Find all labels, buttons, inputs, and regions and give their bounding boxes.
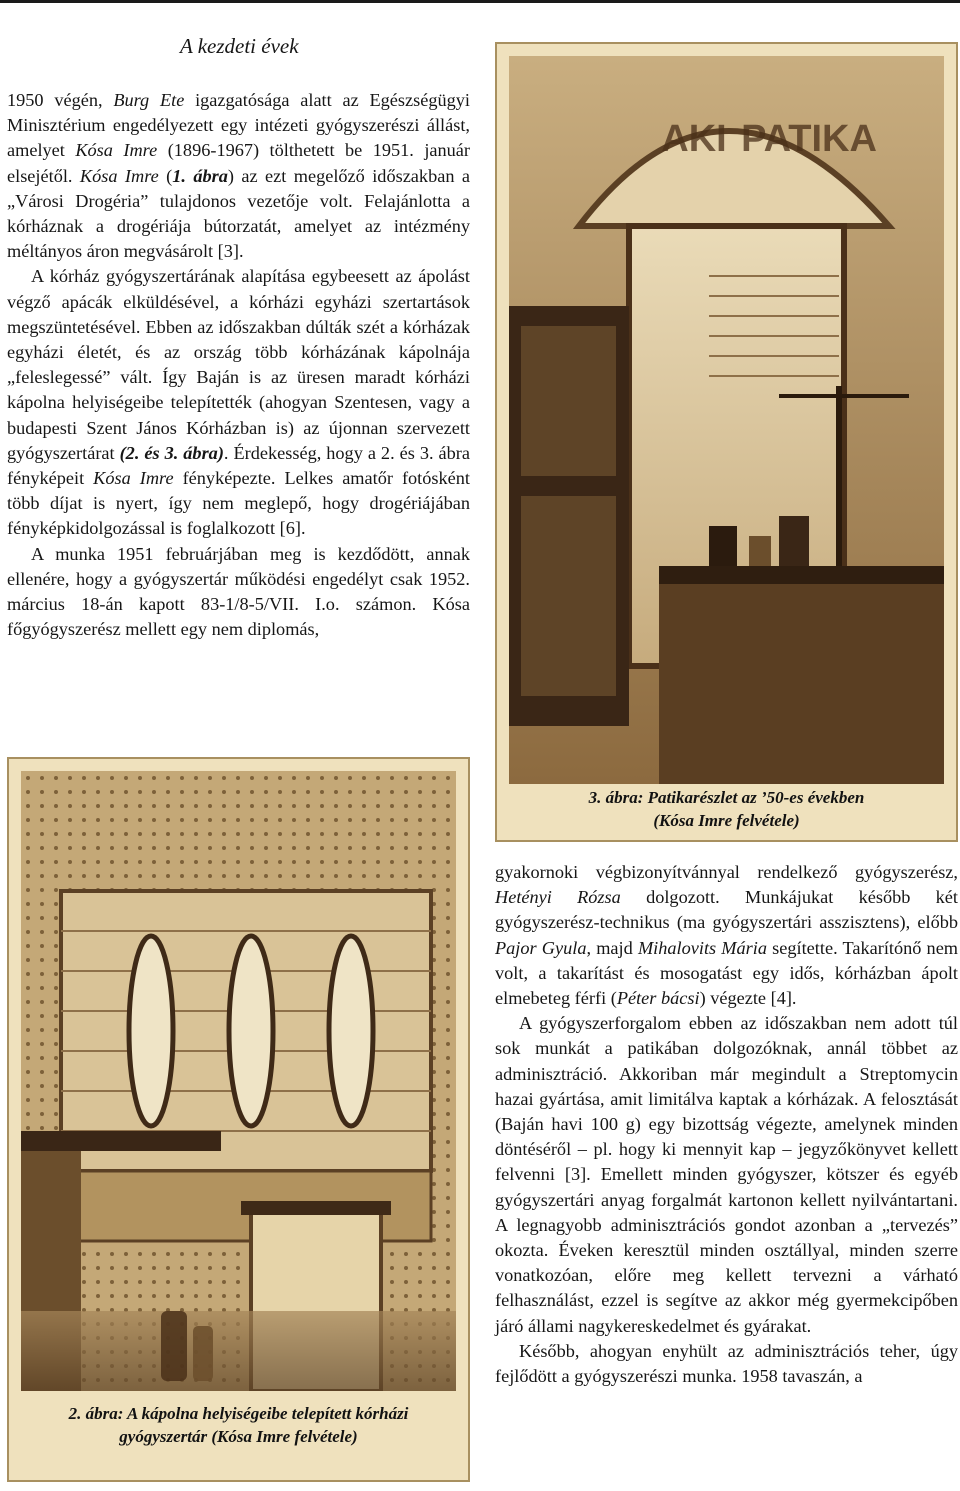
- patika-sign-text: PATIKA: [741, 118, 877, 160]
- left-text-column: [7, 88, 470, 642]
- text-run: . Érdekesség, hogy a 2. és 3. ábra fényképeit: [7, 442, 470, 489]
- text-run: segítette. Takarítónő nem volt, a takarítást és mosogatást egy idős, kórházban ápolt elmebeteg férfi (: [495, 937, 959, 1009]
- emphasis-text: 1. ábra: [172, 165, 228, 186]
- paragraph: [7, 542, 470, 643]
- emphasis-text: (2. és 3. ábra): [119, 442, 224, 463]
- text-run: ) végezte [4].: [699, 988, 797, 1009]
- figure-3-photo: [509, 56, 944, 784]
- text-run: (1896-1967) tölthetett be 1951. január elsejétől.: [7, 140, 470, 186]
- paragraph: [495, 1011, 958, 1339]
- text-run: igazgatósága alatt az Egészségügyi Minisztérium engedélyezett egy intézeti gyógyszerészi állást, amelyet: [7, 90, 470, 161]
- figure-2: [7, 757, 470, 1482]
- text-run: A munka 1951 februárjában meg is kezdődött, annak ellenére, hogy a gyógyszertár működési engedélyt csak 1952. március 18-án kapott 83-1/8-5/VII. I.o. számon. Kósa főgyógyszerész mellett egy nem diplomás,: [7, 543, 470, 640]
- figure-2-photo: [21, 771, 456, 1391]
- emphasis-text: Kósa Imre: [75, 140, 158, 161]
- figure-3-caption: [497, 786, 956, 832]
- emphasis-text: Pajor Gyula: [495, 937, 587, 958]
- pharmacy-doorway-photo: [509, 56, 944, 784]
- text-run: A gyógyszerforgalom ebben az időszakban nem adott túl sok munkát a patikában dolgozóknak, annál többet az adminisztráció. Akkoriban már megindult a Streptomycin hazai gyártása, amit limitálva kaptak a kórházak. A felosztását (Baján havi 100 g) egy bizottság végezte, amelynek minden döntéséről – pl. hogy ki mennyit kap – jegyzőkönyvet kellett felvenni [3]. Emellett minden gyógyszer, kötszer és egyéb gyógyszertári anyag forgalmát kartonon kellett nyilvántartani. A legnagyobb adminisztrációs gondot azonban a „tervezés” okozta. Éveken keresztül minden osztállyal, minden szerre vonatkozóan, előre meg kellett tervezni a várható felhasználást, ezzel is segítve az akkor még gyermekcipőben járó állami nagykereskedelmet és gyárakat.: [495, 1013, 958, 1336]
- figure-2-caption-line2: gyógyszertár (Kósa Imre felvétele): [119, 1427, 358, 1446]
- emphasis-text: Burg Ete: [113, 90, 185, 110]
- emphasis-text: Hetényi Rózsa: [495, 887, 621, 908]
- patika-sign-left: AKI: [661, 118, 727, 160]
- right-text-column: [495, 860, 958, 1389]
- emphasis-text: Kósa Imre: [93, 468, 174, 489]
- text-run: ) az ezt megelőző időszakban a „Városi Drogéria” tulajdonos vezetője volt. Felajánlotta a kórháznak a drogériája bútorzatát, amelyet az intézmény méltányos áron megvásárolt [3].: [7, 165, 470, 262]
- figure-3-caption-line2: (Kósa Imre felvétele): [653, 811, 800, 830]
- paragraph: [495, 860, 958, 1011]
- paragraph: [7, 88, 470, 264]
- emphasis-text: Mihalovits Mária: [637, 937, 767, 958]
- text-run: Később, ahogyan enyhült az adminisztrációs teher, úgy fejlődött a gyógyszerészi munka. 1958 tavaszán, a: [495, 1340, 958, 1387]
- text-run: 1950 végén,: [7, 90, 114, 110]
- text-run: fényképezte. Lelkes amatőr fotósként több díjat is nyert, így nem meglepő, hogy drogériájában fényképkidolgozással is foglalkozott [6].: [7, 468, 470, 539]
- section-heading: A kezdeti évek: [180, 34, 299, 58]
- text-run: gyakornoki végbizonyítvánnyal rendelkező gyógyszerész,: [495, 862, 958, 882]
- text-run: , majd: [586, 937, 638, 958]
- figure-2-caption: [9, 1402, 468, 1448]
- text-run: dolgozott. Munkájukat később két gyógyszerész-technikus (ma gyógyszertári asszisztens), előbb: [495, 887, 958, 933]
- top-rule: [0, 0, 960, 3]
- text-run: A kórház gyógyszertárának alapítása egybeesett az ápolást végző apácák elküldésével, a kórházi egyházi szertartások megszüntetésével. Ebben az időszakban dúlták szét a kórházak egyházi életét, és az ország több kórházának kápolnája „feleslegessé” vált. Így Baján is az üresen maradt kórházi kápolna helyiségeibe telepítették (ahogyan Szentesen, vagy a budapesti Szent János Kórházban is) az újonnan szervezett gyógyszertárat: [7, 266, 470, 463]
- figure-2-caption-line1: 2. ábra: A kápolna helyiségeibe telepített kórházi: [68, 1404, 409, 1423]
- text-run: (: [158, 165, 173, 186]
- figure-3-caption-line1: 3. ábra: Patikarészlet az ’50-es években: [588, 788, 865, 807]
- figure-3: [495, 42, 958, 842]
- emphasis-text: Kósa Imre: [79, 165, 159, 186]
- hospital-pharmacy-interior-photo: [21, 771, 456, 1391]
- paragraph: [495, 1339, 958, 1389]
- paragraph: [7, 264, 470, 541]
- emphasis-text: Péter bácsi: [616, 988, 700, 1009]
